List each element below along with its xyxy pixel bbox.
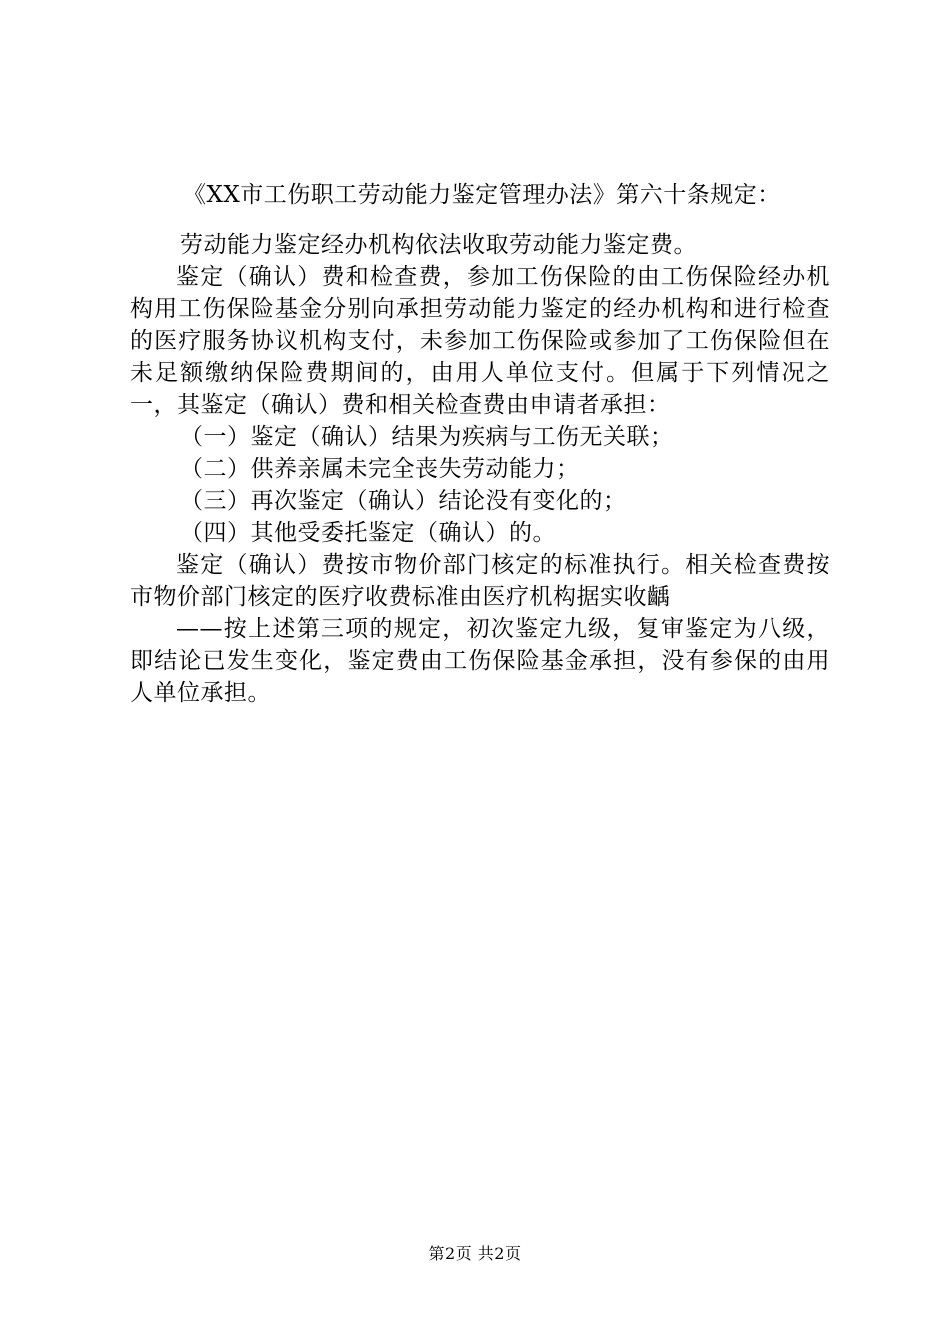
page-number-footer: 第2页 共2页: [428, 1244, 522, 1263]
list-item-1: （一）鉴定（确认）结果为疾病与工伤无关联；: [180, 424, 674, 450]
paragraph-example: ——按上述第三项的规定，初次鉴定九级，复审鉴定为八级，即结论已发生变化，鉴定费由工伤保险基金承担，没有参保的由用人单位承担。: [130, 616, 830, 706]
list-item-3: （三）再次鉴定（确认）结论没有变化的；: [180, 488, 627, 514]
document-body: [130, 229, 830, 709]
document-heading: 《XX市工伤职工劳动能力鉴定管理办法》第六十条规定：: [183, 182, 781, 208]
paragraph-fee-collection: 劳动能力鉴定经办机构依法收取劳动能力鉴定费。: [180, 232, 697, 258]
list-item-2: （二）供养亲属未完全丧失劳动能力；: [180, 456, 580, 482]
list-item-4: （四）其他受委托鉴定（确认）的。: [180, 520, 556, 546]
paragraph-fee-payment: 鉴定（确认）费和检查费，参加工伤保险的由工伤保险经办机构用工伤保险基金分别向承担劳动能力鉴定的经办机构和进行检查的医疗服务协议机构支付，未参加工伤保险或参加了工伤保险但在未足额缴纳保险费期间的，由用人单位支付。但属于下列情况之一，其鉴定（确认）费和相关检查费由申请者承担：: [130, 264, 830, 418]
paragraph-fee-standard: 鉴定（确认）费按市物价部门核定的标准执行。相关检查费按市物价部门核定的医疗收费标准由医疗机构据实收齲: [130, 552, 830, 610]
